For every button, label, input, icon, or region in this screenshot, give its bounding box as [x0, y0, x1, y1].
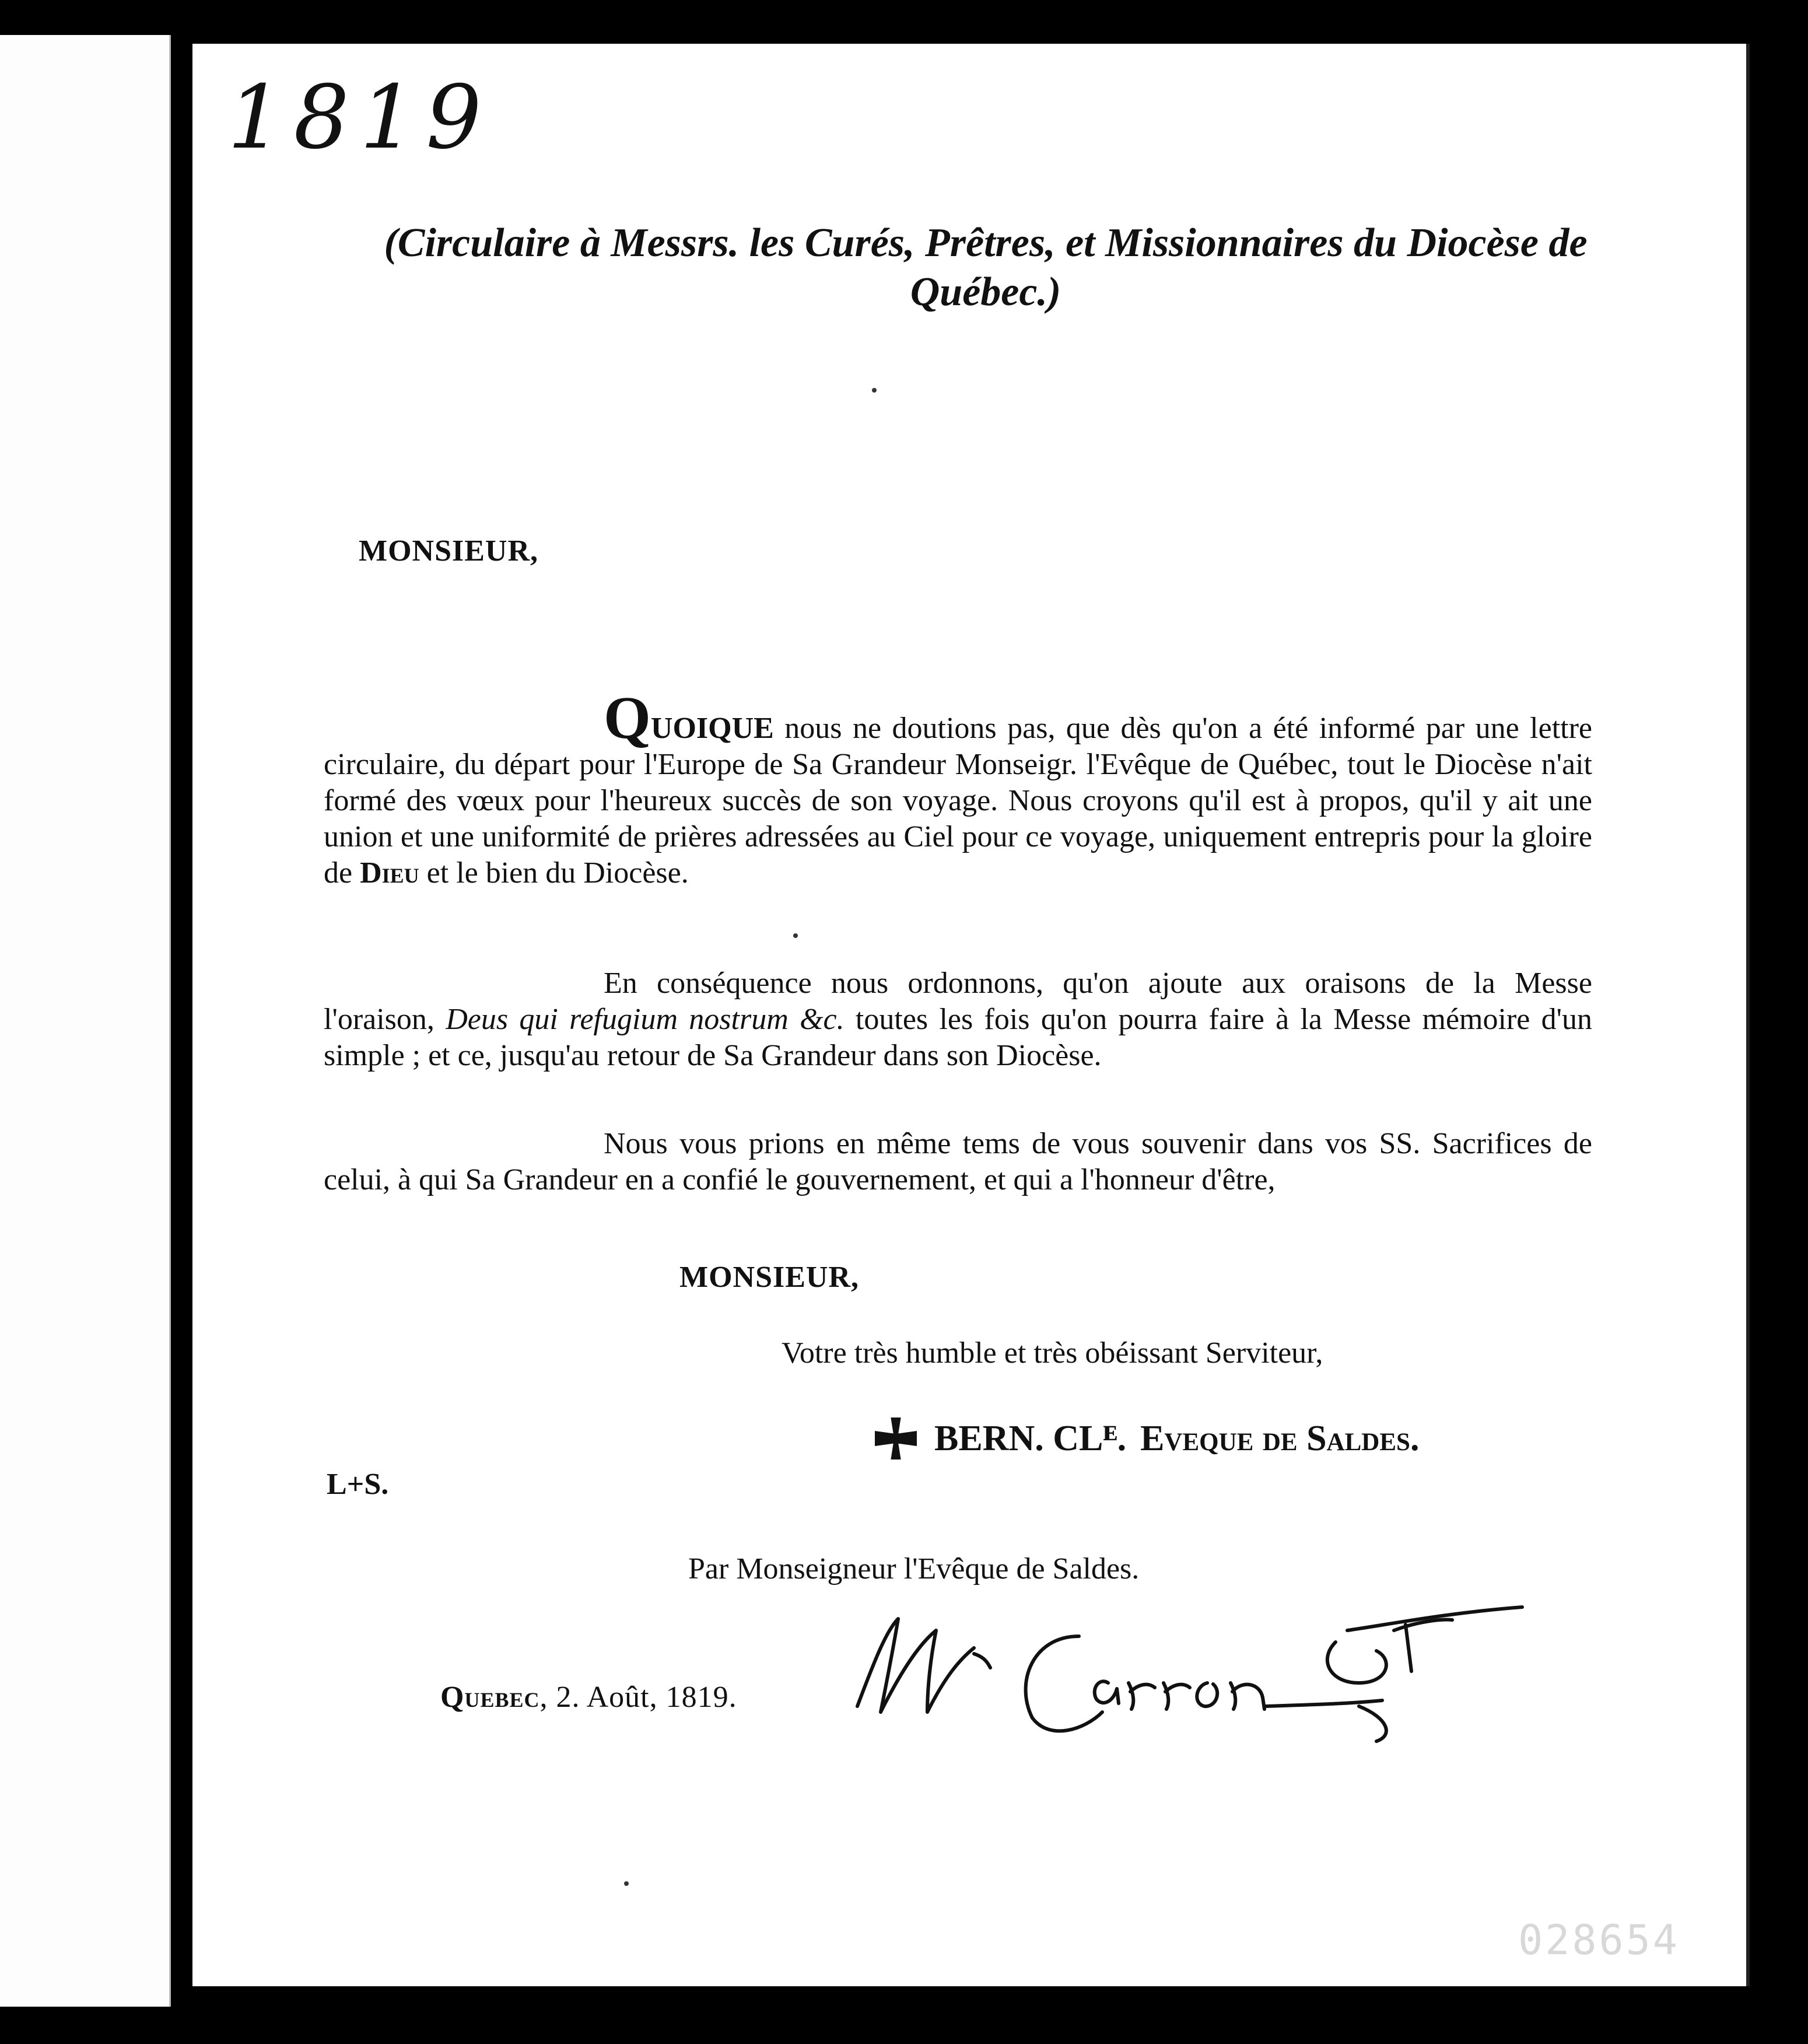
- date: , 2. Août, 1819.: [539, 1681, 737, 1714]
- seal-mark: L+S.: [327, 1468, 389, 1501]
- archive-stamp: 028654: [1518, 1916, 1680, 1964]
- handwritten-signature: [834, 1595, 1534, 1747]
- by-line: Par Monseigneur l'Evêque de Saldes.: [688, 1552, 1140, 1586]
- dieu-word: Dieu: [360, 856, 419, 890]
- drop-cap: Q: [604, 684, 651, 751]
- opening-salutation: MONSIEUR,: [359, 534, 539, 568]
- closing-salutation: MONSIEUR,: [679, 1261, 860, 1294]
- place: Quebec: [440, 1681, 540, 1714]
- circular-title: (Circulaire à Messrs. les Curés, Prêtres, et Missionnaires du Diocèse de Québec.): [384, 220, 1588, 314]
- paragraph-2: [324, 965, 1592, 1074]
- latin-prayer: Deus qui refugium nostrum &c.: [446, 1003, 845, 1036]
- paragraph-1-text-a: nous ne doutions pas, que dès qu'on a été informé par une lettre circulaire, du départ pour l'Europe de Sa Grandeur Monseigr. l'Evêque de Québec, tout le Diocèse n'ait formé des vœux pour l'heureux succès de son voyage. Nous croyons qu'il est à propos, qu'il y ait une union et une uniformité de prières adressées au Ciel pour ce voyage, uniquement entrepris pour la gloire de: [324, 712, 1592, 890]
- signatory-title: Eveque de Saldes.: [1140, 1418, 1420, 1458]
- document-page: [192, 44, 1750, 1986]
- ink-speck: [793, 933, 798, 938]
- cross-icon: [875, 1418, 917, 1460]
- paragraph-2-text-a: En conséquence nous ordonnons, qu'on ajoute aux oraisons de la Messe l'oraison,: [324, 967, 1592, 1036]
- paragraph-1: [324, 684, 1592, 891]
- paragraph-3: Nous vous prions en même tems de vous souvenir dans vos SS. Sacrifices de celui, à qui Sa Grandeur en a confié le gouvernement, et qui a l'honneur d'être,: [324, 1127, 1592, 1196]
- handwritten-year: 1819: [227, 67, 492, 169]
- facing-page: [0, 35, 171, 2007]
- closing-formula: Votre très humble et très obéissant Serviteur,: [782, 1336, 1323, 1370]
- place-and-date: [440, 1680, 737, 1714]
- signatory: [875, 1418, 1419, 1460]
- ink-speck: [624, 1881, 629, 1886]
- signatory-name: BERN. CLᴱ.: [934, 1418, 1127, 1458]
- lead-word: UOIQUE: [650, 712, 774, 745]
- page-edge: [1746, 44, 1750, 1986]
- ink-speck: [872, 388, 877, 393]
- paragraph-2-text-b: toutes les fois qu'on pourra faire à la Messe mémoire d'un simple ; et ce, jusqu'au retour de Sa Grandeur dans son Diocèse.: [324, 1003, 1593, 1072]
- paragraph-1-text-b: et le bien du Diocèse.: [419, 856, 689, 890]
